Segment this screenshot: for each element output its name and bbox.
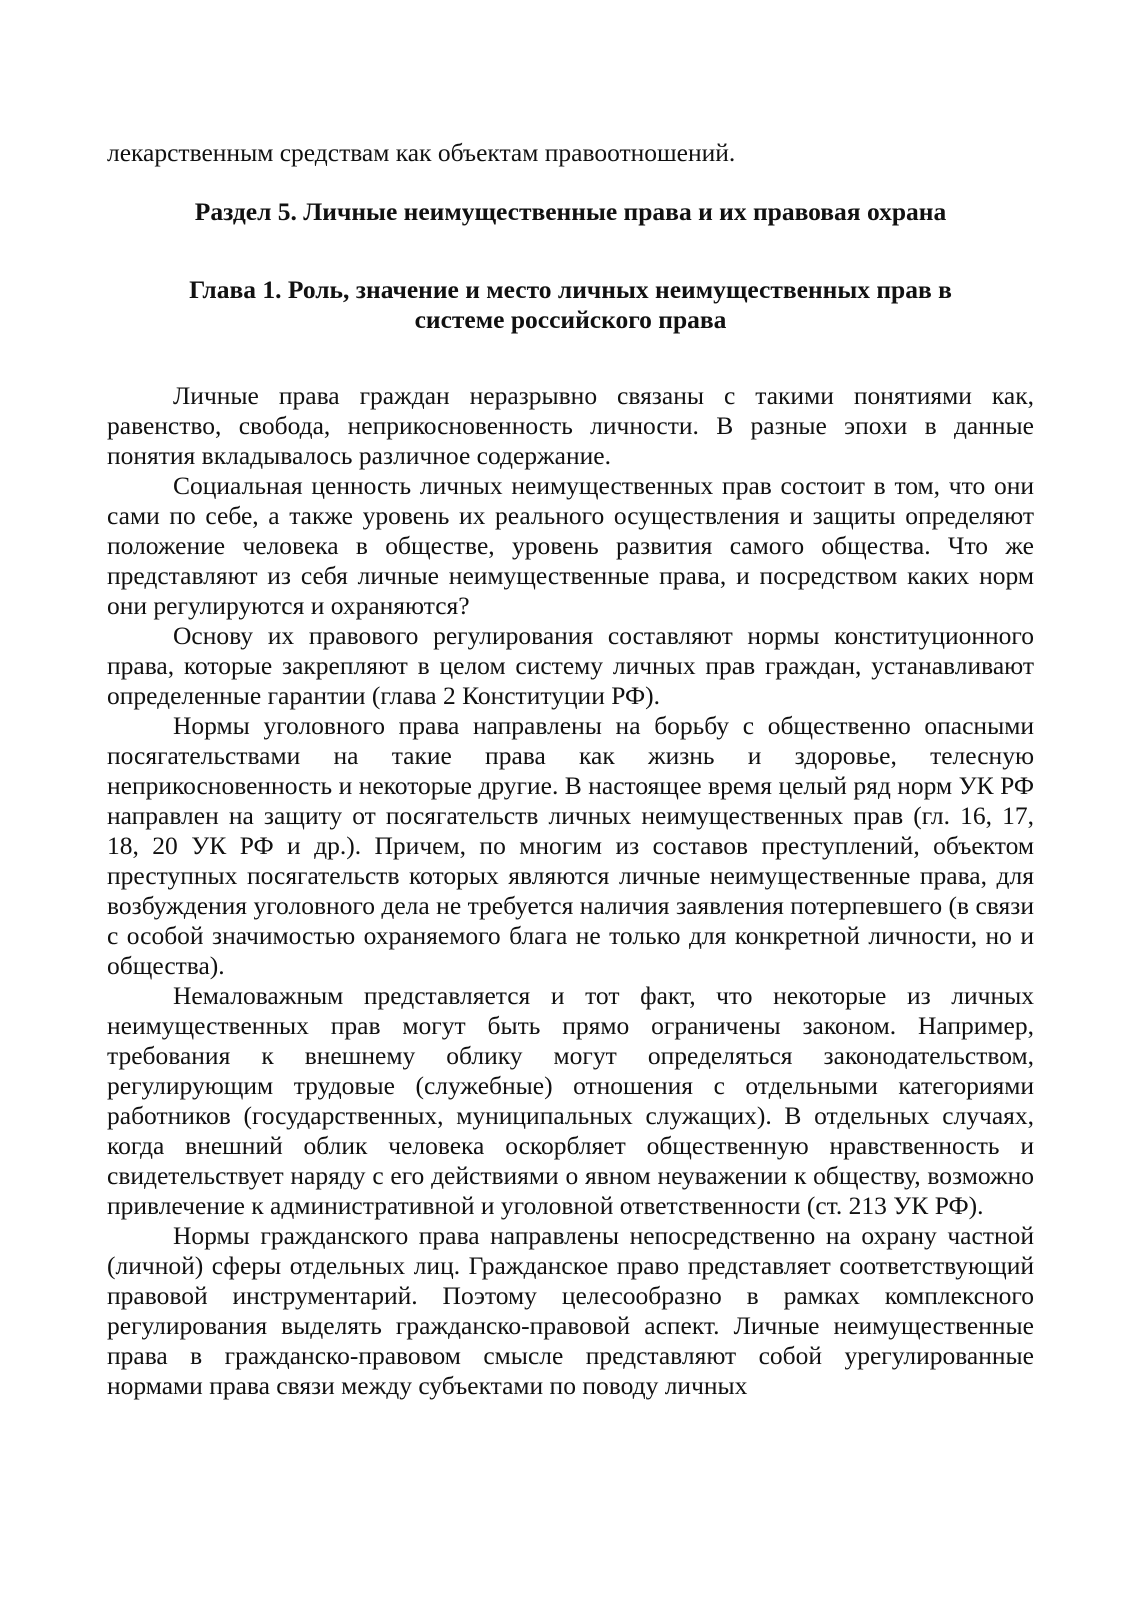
paragraph: Личные права граждан неразрывно связаны с такими понятиями как, равенство, свобода, неприкосновенность личности. В разные эпохи в данные понятия вкладывалось различное содержание. [107, 381, 1034, 470]
body-text [107, 381, 1034, 1401]
continuation-line: лекарственным средствам как объектам правоотношений. [107, 138, 736, 167]
paragraph: Нормы гражданского права направлены непосредственно на охрану частной (личной) сферы отдельных лиц. Гражданское право представляет соответствующий правовой инструментарий. Поэтому целесообразно в рамках комплексного регулирования выделять гражданско-правовой аспект. Личные неимущественные права в гражданско-правовом смысле представляют собой урегулированные нормами права связи между субъектами по поводу личных [107, 1221, 1034, 1400]
chapter-heading: Глава 1. Роль, значение и место личных неимущественных прав в системе российского права [189, 275, 952, 334]
section-heading: Раздел 5. Личные неимущественные права и их правовая охрана [194, 197, 947, 226]
paragraph: Основу их правового регулирования составляют нормы конституционного права, которые закрепляют в целом систему личных прав граждан, устанавливают определенные гарантии (глава 2 Конституции РФ). [107, 621, 1034, 710]
document-page [107, 138, 1034, 1401]
paragraph: Нормы уголовного права направлены на борьбу с общественно опасными посягательствами на такие права как жизнь и здоровье, телесную неприкосновенность и некоторые другие. В настоящее время целый ряд норм УК РФ направлен на защиту от посягательств личных неимущественных прав (гл. 16, 17, 18, 20 УК РФ и др.). Причем, по многим из составов преступлений, объектом преступных посягательств которых являются личные неимущественные права, для возбуждения уголовного дела не требуется наличия заявления потерпевшего (в связи с особой значимостью охраняемого блага не только для конкретной личности, но и общества). [107, 711, 1034, 980]
paragraph: Немаловажным представляется и тот факт, что некоторые из личных неимущественных прав могут быть прямо ограничены законом. Например, требования к внешнему облику могут определяться законодательством, регулирующим трудовые (служебные) отношения с отдельными категориями работников (государственных, муниципальных служащих). В отдельных случаях, когда внешний облик человека оскорбляет общественную нравственность и свидетельствует наряду с его действиями о явном неуважении к обществу, возможно привлечение к административной и уголовной ответственности (ст. 213 УК РФ). [107, 981, 1034, 1220]
paragraph: Социальная ценность личных неимущественных прав состоит в том, что они сами по себе, а также уровень их реального осуществления и защиты определяют положение человека в обществе, уровень развития самого общества. Что же представляют из себя личные неимущественные права, и посредством каких норм они регулируются и охраняются? [107, 471, 1034, 620]
